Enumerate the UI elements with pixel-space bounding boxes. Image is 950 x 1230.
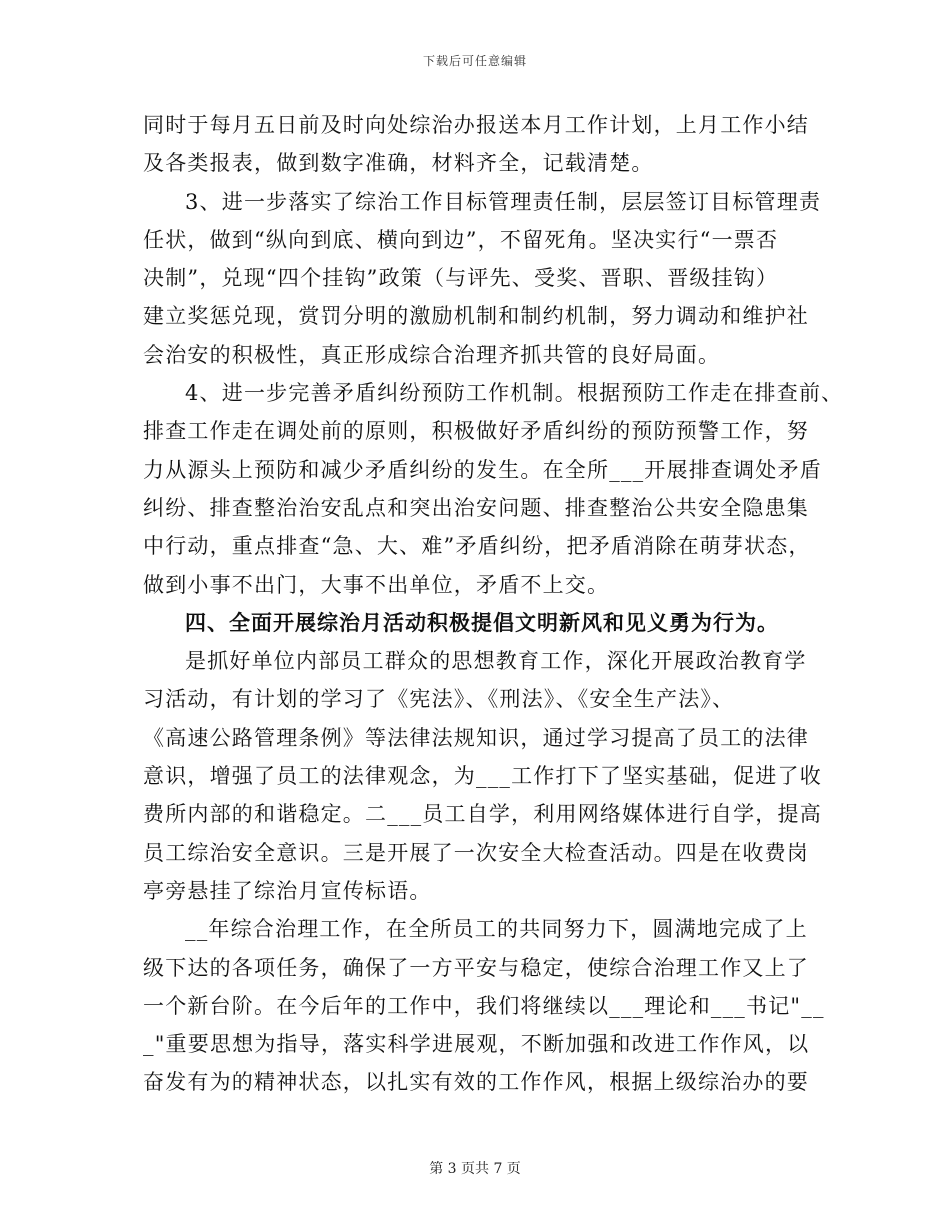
text-line: 任状，做到“纵向到底、横向到边”，不留死角。坚决实行“一票否 [143,227,779,252]
text-line: 3、进一步落实了综治工作目标管理责任制，层层签订目标管理责 [185,189,822,214]
text-line: __年综合治理工作，在全所员工的共同努力下，圆满地完成了上 [185,917,808,942]
page-footer: 第 3 页共 7 页 [429,1161,521,1177]
text-line: 是抓好单位内部员工群众的思想教育工作，深化开展政治教育学 [185,649,807,674]
text-line: 员工综治安全意识。三是开展了一次安全大检查活动。四是在收费岗 [143,840,809,865]
text-line: 费所内部的和谐稳定。二___员工自学，利用网络媒体进行自学，提高 [143,802,822,827]
text-line: 决制”，兑现“四个挂钩”政策（与评先、受奖、晋职、晋级挂钩） [143,266,779,291]
section-heading: 四、全面开展综治月活动积极提倡文明新风和见义勇为行为。 [185,609,779,635]
text-line: 做到小事不出门，大事不出单位，矛盾不上交。 [143,572,610,597]
text-line: 奋发有为的精神状态，以扎实有效的工作作风，根据上级综治办的要 [143,1070,809,1095]
text-line: 《高速公路管理条例》等法律法规知识，通过学习提高了员工的法律 [143,725,809,750]
text-line: 会治安的积极性，真正形成综合治理齐抓共管的良好局面。 [143,342,721,367]
text-line: 级下达的各项任务，确保了一方平安与稳定，使综合治理工作又上了 [143,955,809,980]
text-line: _"重要思想为指导，落实科学进展观，不断加强和改进工作作风，以 [143,1032,810,1057]
text-line: 排查工作走在调处前的原则，积极做好矛盾纠纷的预防预警工作，努 [143,419,809,444]
text-line: 亭旁悬挂了综治月宣传标语。 [143,878,432,903]
text-line: 一个新台阶。在今后年的工作中，我们将继续以___理论和___书记"__ [143,993,825,1018]
text-line: 纠纷、排查整治治安乱点和突出治安问题、排查整治公共安全隐患集 [143,495,809,520]
text-line: 建立奖惩兑现，赏罚分明的激励机制和制约机制，努力调动和维护社 [143,304,809,329]
text-line: 中行动，重点排查“急、大、难”矛盾纠纷，把矛盾消除在萌芽状态， [143,534,811,559]
text-line: 及各类报表，做到数字准确，材料齐全，记载清楚。 [143,151,654,176]
text-line: 4、进一步完善矛盾纠纷预防工作机制。根据预防工作走在排查前、 [185,381,844,406]
document-body [143,106,844,1102]
text-line: 同时于每月五日前及时向处综治办报送本月工作计划，上月工作小结 [143,113,809,137]
text-line: 意识，增强了员工的法律观念，为___工作打下了坚实基础，促进了收 [143,764,822,789]
text-line: 力从源头上预防和减少矛盾纠纷的发生。在全所___开展排查调处矛盾 [143,457,822,482]
page-header: 下载后可任意编辑 [422,54,527,68]
text-line: 习活动，有计划的学习了《宪法》、《刑法》、《安全生产法》、 [143,687,735,712]
